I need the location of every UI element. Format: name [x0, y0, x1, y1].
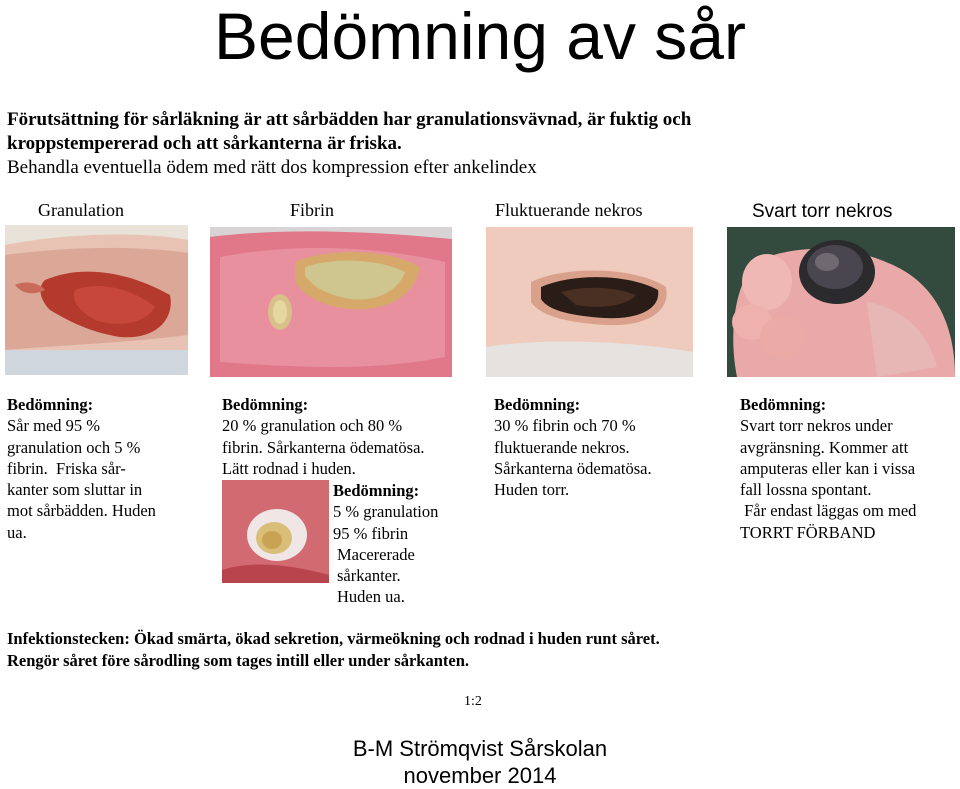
- assessment-line: Får endast läggas om med: [740, 501, 917, 521]
- wound-granulation-photo: [5, 225, 188, 375]
- assessment-macerated: [333, 480, 483, 608]
- footer-date: november 2014: [403, 763, 557, 788]
- assessment-line: granulation och 5 %: [7, 437, 141, 457]
- footer: [0, 735, 960, 789]
- assessment-label: Bedömning:: [494, 395, 581, 414]
- assessment-line: Svart torr nekros under: [740, 416, 893, 436]
- assessment-line: ua.: [7, 522, 27, 542]
- assessment-line: fluktuerande nekros.: [494, 437, 630, 457]
- infection-line-1: Infektionstecken: Ökad smärta, ökad sekretion, värmeökning och rodnad i huden runt såret.: [7, 629, 660, 648]
- infection-line-2: Rengör såret före sårodling som tages intill eller under sårkanten.: [7, 650, 469, 670]
- assessment-fluctuating-necrosis: [494, 394, 714, 500]
- assessment-line: avgränsning. Kommer att: [740, 437, 909, 457]
- intro-line-1: Förutsättning för sårläkning är att sårbädden har granulationsvävnad, är fuktig och: [7, 109, 692, 130]
- heading-fibrin: Fibrin: [290, 200, 335, 220]
- intro-text: [7, 108, 807, 180]
- footer-author: B-M Strömqvist Sårskolan: [352, 736, 608, 761]
- assessment-line: TORRT FÖRBAND: [740, 522, 876, 542]
- page-number: 1:2: [464, 694, 482, 709]
- assessment-dry-necrosis: [740, 394, 955, 543]
- assessment-label: Bedömning:: [7, 395, 94, 414]
- assessment-line: amputeras eller kan i vissa: [740, 458, 916, 478]
- assessment-line: sårkanter.: [337, 566, 401, 586]
- infection-notes: [7, 628, 947, 671]
- assessment-line: Lätt rodnad i huden.: [222, 458, 356, 478]
- assessment-line: 30 % fibrin och 70 %: [494, 416, 636, 436]
- assessment-line: Huden torr.: [494, 480, 570, 500]
- assessment-line: Macererade: [337, 544, 415, 564]
- assessment-line: 95 % fibrin: [333, 523, 409, 543]
- assessment-line: kanter som sluttar in: [7, 480, 143, 500]
- intro-line-2: kroppstempererad och att sårkanterna är friska.: [7, 133, 402, 154]
- assessment-line: fibrin. Sårkanterna ödematösa.: [222, 437, 425, 457]
- heading-granulation: Granulation: [38, 200, 124, 220]
- assessment-label: Bedömning:: [740, 395, 827, 414]
- assessment-line: fall lossna spontant.: [740, 480, 872, 500]
- wound-fluctuating-necrosis-photo: [486, 227, 693, 377]
- intro-line-3: Behandla eventuella ödem med rätt dos kompression efter ankelindex: [7, 157, 537, 178]
- assessment-fibrin: [222, 394, 482, 479]
- assessment-line: Sår med 95 %: [7, 416, 101, 436]
- wound-fibrin-photo: [210, 227, 452, 377]
- assessment-granulation: [7, 394, 207, 543]
- assessment-line: 20 % granulation och 80 %: [222, 416, 403, 436]
- wound-macerated-photo: [222, 480, 329, 583]
- assessment-line: mot sårbädden. Huden: [7, 501, 156, 521]
- wound-dry-necrosis-photo: [727, 227, 955, 377]
- assessment-line: 5 % granulation: [333, 502, 439, 522]
- assessment-label: Bedömning:: [222, 395, 309, 414]
- assessment-line: Sårkanterna ödematösa.: [494, 458, 652, 478]
- page-title: Bedömning av sår: [214, 0, 746, 73]
- assessment-line: Huden ua.: [337, 587, 405, 607]
- assessment-label: Bedömning:: [333, 481, 420, 500]
- heading-dry-necrosis: Svart torr nekros: [752, 201, 893, 222]
- assessment-line: fibrin. Friska sår-: [7, 458, 126, 478]
- heading-fluctuating-necrosis: Fluktuerande nekros: [495, 200, 643, 220]
